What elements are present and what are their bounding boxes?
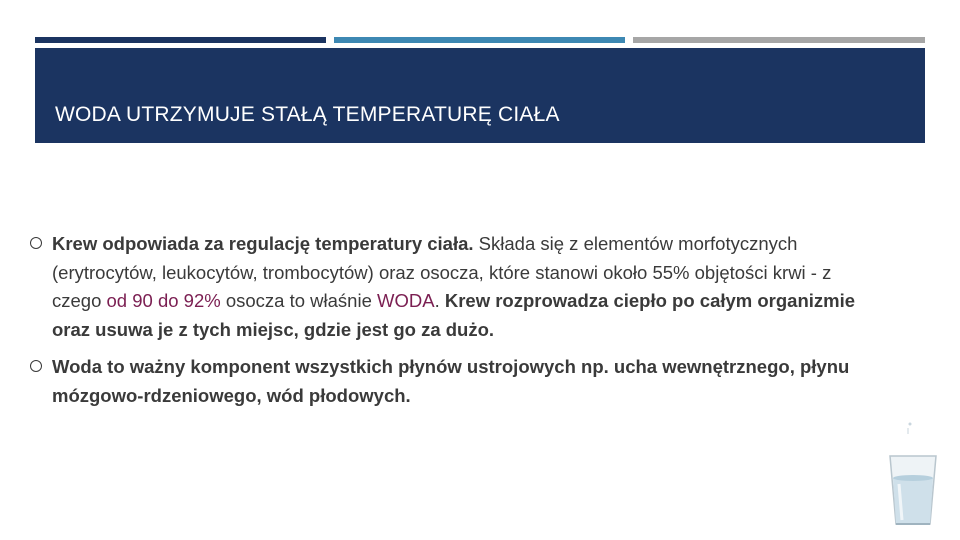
bullet-item-blood (30, 230, 870, 344)
accent-bar-gray (633, 37, 925, 43)
bullet-text-segment: osocza to właśnie (220, 290, 378, 311)
bullet-text-segment: Krew rozprowadza ciepło po całym organizmie oraz usuwa je z tych miejsc, gdzie jest go za dużo. (52, 290, 856, 340)
accent-bar-navy (35, 37, 326, 43)
highlight-water: WODA (377, 290, 435, 311)
bullet-text-segment: Woda to ważny komponent wszystkich płynów ustrojowych np. ucha wewnętrznego, płynu mózgowo-rdzeniowego, wód płodowych. (52, 356, 850, 406)
bullet-text-segment: . (434, 290, 445, 311)
title-band (35, 48, 925, 143)
bullet-text-segment: Składa się z elementów morfotycznych (erytrocytów, leukocytów, trombocytów) oraz osocza, które stanowi około 55% objętości krwi - z czego (52, 233, 832, 311)
slide-title: WODA UTRZYMUJE STAŁĄ TEMPERATURĘ CIAŁA (55, 103, 560, 126)
highlight-percentage: od 90 do 92% (106, 290, 221, 311)
water-glass-icon (872, 420, 960, 540)
bullet-item-water (30, 353, 870, 410)
circle-bullet-icon (30, 360, 42, 372)
bullet-list (30, 230, 870, 410)
circle-bullet-icon (30, 237, 42, 249)
accent-bar-blue (334, 37, 625, 43)
bullet-text-segment: Krew odpowiada za regulację temperatury ciała. (52, 233, 474, 254)
